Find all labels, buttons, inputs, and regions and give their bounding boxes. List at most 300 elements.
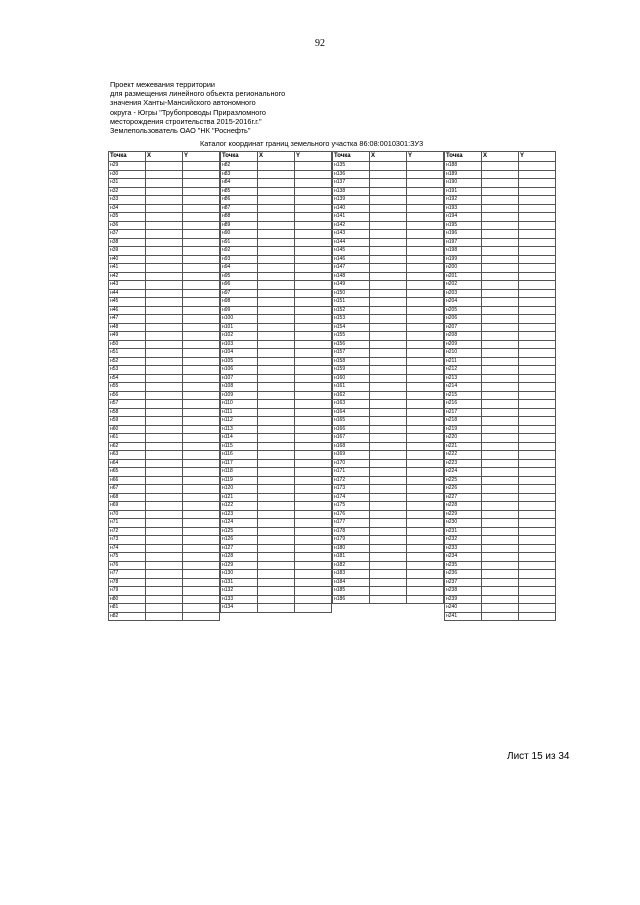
x-coordinate (146, 459, 183, 468)
table-row (109, 400, 220, 409)
y-coordinate (519, 366, 556, 375)
x-coordinate (482, 408, 519, 417)
x-coordinate (482, 238, 519, 247)
table-row (221, 434, 332, 443)
y-coordinate (295, 510, 332, 519)
x-coordinate (258, 519, 295, 528)
table-row (333, 323, 444, 332)
y-coordinate (407, 442, 444, 451)
point-label: н134 (221, 604, 258, 613)
y-coordinate (519, 213, 556, 222)
x-coordinate (258, 204, 295, 213)
x-coordinate (482, 357, 519, 366)
table-row (221, 170, 332, 179)
point-label: н40 (109, 255, 146, 264)
y-coordinate (295, 315, 332, 324)
y-coordinate (519, 187, 556, 196)
x-coordinate (482, 595, 519, 604)
table-row (445, 315, 556, 324)
point-label: н180 (333, 544, 370, 553)
x-coordinate (370, 204, 407, 213)
point-label: н44 (109, 289, 146, 298)
table-row (445, 221, 556, 230)
point-label: н183 (333, 570, 370, 579)
table-row (109, 485, 220, 494)
x-coordinate (146, 170, 183, 179)
y-coordinate (183, 612, 220, 621)
column-header-x: X (482, 152, 519, 162)
point-label: н178 (333, 527, 370, 536)
table-row (221, 544, 332, 553)
y-coordinate (407, 196, 444, 205)
table-row (109, 510, 220, 519)
y-coordinate (519, 519, 556, 528)
column-header-point: Точка (109, 152, 146, 162)
x-coordinate (146, 374, 183, 383)
table-row (109, 264, 220, 273)
table-row (445, 476, 556, 485)
x-coordinate (370, 332, 407, 341)
point-label: н100 (221, 315, 258, 324)
x-coordinate (482, 230, 519, 239)
y-coordinate (519, 298, 556, 307)
table-row (333, 595, 444, 604)
table-row (445, 306, 556, 315)
point-label: н208 (445, 332, 482, 341)
point-label: н133 (221, 595, 258, 604)
y-coordinate (295, 595, 332, 604)
point-label: н86 (221, 196, 258, 205)
point-label: н241 (445, 612, 482, 621)
x-coordinate (370, 519, 407, 528)
point-label: н191 (445, 187, 482, 196)
table-row (109, 570, 220, 579)
point-label: н99 (221, 306, 258, 315)
x-coordinate (370, 485, 407, 494)
table-row (333, 468, 444, 477)
x-coordinate (258, 451, 295, 460)
y-coordinate (295, 323, 332, 332)
point-label: н205 (445, 306, 482, 315)
y-coordinate (295, 493, 332, 502)
y-coordinate (407, 510, 444, 519)
x-coordinate (146, 264, 183, 273)
table-row (333, 502, 444, 511)
table-row (109, 544, 220, 553)
table-row (445, 187, 556, 196)
x-coordinate (258, 374, 295, 383)
point-label: н37 (109, 230, 146, 239)
x-coordinate (146, 306, 183, 315)
x-coordinate (146, 357, 183, 366)
x-coordinate (146, 238, 183, 247)
table-row (445, 536, 556, 545)
point-label: н172 (333, 476, 370, 485)
column-header-point: Точка (333, 152, 370, 162)
x-coordinate (258, 383, 295, 392)
table-row (221, 468, 332, 477)
x-coordinate (146, 247, 183, 256)
y-coordinate (295, 553, 332, 562)
table-row (445, 493, 556, 502)
table-row (221, 400, 332, 409)
x-coordinate (258, 425, 295, 434)
y-coordinate (519, 451, 556, 460)
y-coordinate (407, 247, 444, 256)
point-label: н50 (109, 340, 146, 349)
y-coordinate (183, 502, 220, 511)
y-coordinate (519, 468, 556, 477)
point-label: н189 (445, 170, 482, 179)
y-coordinate (519, 442, 556, 451)
x-coordinate (482, 442, 519, 451)
table-row (445, 255, 556, 264)
y-coordinate (407, 357, 444, 366)
x-coordinate (482, 264, 519, 273)
table-row (109, 281, 220, 290)
y-coordinate (295, 425, 332, 434)
y-coordinate (519, 459, 556, 468)
x-coordinate (146, 468, 183, 477)
x-coordinate (146, 187, 183, 196)
point-label: н42 (109, 272, 146, 281)
point-label: н76 (109, 561, 146, 570)
table-row (333, 391, 444, 400)
table-row (221, 408, 332, 417)
table-row (109, 459, 220, 468)
table-row (333, 476, 444, 485)
point-label: н128 (221, 553, 258, 562)
table-row (445, 247, 556, 256)
y-coordinate (519, 570, 556, 579)
x-coordinate (146, 434, 183, 443)
x-coordinate (146, 553, 183, 562)
y-coordinate (519, 306, 556, 315)
table-row (445, 340, 556, 349)
table-row (221, 230, 332, 239)
table-row (221, 519, 332, 528)
y-coordinate (183, 553, 220, 562)
x-coordinate (146, 332, 183, 341)
table-row (445, 196, 556, 205)
x-coordinate (258, 340, 295, 349)
point-label: н163 (333, 400, 370, 409)
table-row (445, 272, 556, 281)
point-label: н98 (221, 298, 258, 307)
x-coordinate (370, 400, 407, 409)
y-coordinate (407, 553, 444, 562)
x-coordinate (258, 442, 295, 451)
y-coordinate (519, 179, 556, 188)
point-label: н192 (445, 196, 482, 205)
x-coordinate (370, 527, 407, 536)
table-row (333, 527, 444, 536)
table-row (221, 196, 332, 205)
y-coordinate (183, 238, 220, 247)
point-label: н138 (333, 187, 370, 196)
table-row (333, 578, 444, 587)
point-label: н60 (109, 425, 146, 434)
x-coordinate (370, 374, 407, 383)
table-row (333, 493, 444, 502)
x-coordinate (146, 281, 183, 290)
coordinate-table (108, 151, 220, 621)
x-coordinate (482, 289, 519, 298)
y-coordinate (519, 374, 556, 383)
x-coordinate (146, 255, 183, 264)
point-label: н193 (445, 204, 482, 213)
table-row (221, 425, 332, 434)
point-label: н204 (445, 298, 482, 307)
point-label: н52 (109, 357, 146, 366)
table-row (221, 510, 332, 519)
x-coordinate (146, 162, 183, 171)
table-row (109, 468, 220, 477)
point-label: н222 (445, 451, 482, 460)
table-row (333, 255, 444, 264)
table-row (333, 247, 444, 256)
y-coordinate (519, 289, 556, 298)
table-row (221, 366, 332, 375)
table-row (445, 553, 556, 562)
y-coordinate (295, 196, 332, 205)
header-line: округа - Югры "Трубопроводы Приразломного (110, 107, 266, 117)
x-coordinate (258, 315, 295, 324)
y-coordinate (519, 536, 556, 545)
table-row (445, 264, 556, 273)
y-coordinate (407, 179, 444, 188)
x-coordinate (146, 604, 183, 613)
x-coordinate (482, 578, 519, 587)
y-coordinate (407, 493, 444, 502)
y-coordinate (519, 323, 556, 332)
point-label: н41 (109, 264, 146, 273)
point-label: н110 (221, 400, 258, 409)
point-label: н58 (109, 408, 146, 417)
table-row (333, 570, 444, 579)
point-label: н239 (445, 595, 482, 604)
table-row (333, 510, 444, 519)
y-coordinate (407, 213, 444, 222)
y-coordinate (295, 527, 332, 536)
point-label: н78 (109, 578, 146, 587)
point-label: н209 (445, 340, 482, 349)
y-coordinate (183, 366, 220, 375)
x-coordinate (370, 383, 407, 392)
x-coordinate (146, 536, 183, 545)
table-row (109, 247, 220, 256)
point-label: н53 (109, 366, 146, 375)
point-label: н145 (333, 247, 370, 256)
point-label: н188 (445, 162, 482, 171)
table-row (109, 349, 220, 358)
point-label: н213 (445, 374, 482, 383)
x-coordinate (370, 417, 407, 426)
x-coordinate (370, 264, 407, 273)
table-row (221, 357, 332, 366)
point-label: н232 (445, 536, 482, 545)
point-label: н223 (445, 459, 482, 468)
table-row (109, 536, 220, 545)
y-coordinate (407, 400, 444, 409)
y-coordinate (183, 595, 220, 604)
x-coordinate (146, 289, 183, 298)
point-label: н155 (333, 332, 370, 341)
x-coordinate (146, 196, 183, 205)
table-row (445, 349, 556, 358)
table-row (221, 578, 332, 587)
point-label: н103 (221, 340, 258, 349)
table-row (445, 374, 556, 383)
table-row (333, 459, 444, 468)
y-coordinate (183, 230, 220, 239)
y-coordinate (519, 612, 556, 621)
header-line: Землепользователь ОАО "НК "Роснефть" (110, 126, 251, 136)
table-row (109, 196, 220, 205)
point-label: н90 (221, 230, 258, 239)
y-coordinate (183, 340, 220, 349)
x-coordinate (258, 502, 295, 511)
x-coordinate (258, 187, 295, 196)
table-row (333, 179, 444, 188)
y-coordinate (407, 230, 444, 239)
x-coordinate (370, 451, 407, 460)
point-label: н67 (109, 485, 146, 494)
x-coordinate (258, 536, 295, 545)
x-coordinate (370, 281, 407, 290)
point-label: н127 (221, 544, 258, 553)
point-label: н137 (333, 179, 370, 188)
table-row (221, 527, 332, 536)
point-label: н200 (445, 264, 482, 273)
y-coordinate (295, 349, 332, 358)
y-coordinate (519, 340, 556, 349)
x-coordinate (258, 366, 295, 375)
point-label: н94 (221, 264, 258, 273)
x-coordinate (258, 553, 295, 562)
table-row (221, 561, 332, 570)
point-label: н184 (333, 578, 370, 587)
y-coordinate (183, 187, 220, 196)
y-coordinate (407, 459, 444, 468)
table-row (333, 587, 444, 596)
y-coordinate (519, 349, 556, 358)
point-label: н68 (109, 493, 146, 502)
x-coordinate (146, 544, 183, 553)
x-coordinate (370, 553, 407, 562)
y-coordinate (183, 170, 220, 179)
point-label: н179 (333, 536, 370, 545)
x-coordinate (370, 196, 407, 205)
point-label: н113 (221, 425, 258, 434)
y-coordinate (183, 213, 220, 222)
point-label: н158 (333, 357, 370, 366)
x-coordinate (482, 170, 519, 179)
y-coordinate (295, 561, 332, 570)
point-label: н121 (221, 493, 258, 502)
table-row (109, 323, 220, 332)
y-coordinate (295, 459, 332, 468)
point-label: н105 (221, 357, 258, 366)
y-coordinate (183, 400, 220, 409)
x-coordinate (258, 247, 295, 256)
y-coordinate (407, 383, 444, 392)
x-coordinate (370, 578, 407, 587)
table-row (333, 204, 444, 213)
x-coordinate (482, 510, 519, 519)
table-row (109, 340, 220, 349)
x-coordinate (482, 434, 519, 443)
point-label: н126 (221, 536, 258, 545)
y-coordinate (183, 425, 220, 434)
x-coordinate (146, 400, 183, 409)
y-coordinate (407, 323, 444, 332)
y-coordinate (407, 578, 444, 587)
table-row (445, 578, 556, 587)
y-coordinate (407, 391, 444, 400)
x-coordinate (370, 247, 407, 256)
table-row (109, 451, 220, 460)
y-coordinate (183, 527, 220, 536)
point-label: н171 (333, 468, 370, 477)
y-coordinate (183, 468, 220, 477)
y-coordinate (183, 357, 220, 366)
y-coordinate (295, 213, 332, 222)
y-coordinate (519, 476, 556, 485)
y-coordinate (183, 298, 220, 307)
y-coordinate (183, 221, 220, 230)
point-label: н234 (445, 553, 482, 562)
point-label: н118 (221, 468, 258, 477)
point-label: н157 (333, 349, 370, 358)
y-coordinate (407, 187, 444, 196)
point-label: н159 (333, 366, 370, 375)
y-coordinate (183, 578, 220, 587)
x-coordinate (482, 298, 519, 307)
x-coordinate (482, 561, 519, 570)
table-row (333, 425, 444, 434)
y-coordinate (183, 204, 220, 213)
point-label: н71 (109, 519, 146, 528)
table-row (333, 408, 444, 417)
point-label: н194 (445, 213, 482, 222)
y-coordinate (519, 170, 556, 179)
x-coordinate (482, 570, 519, 579)
y-coordinate (183, 434, 220, 443)
column-header-y: Y (519, 152, 556, 162)
y-coordinate (519, 255, 556, 264)
y-coordinate (295, 340, 332, 349)
point-label: н111 (221, 408, 258, 417)
x-coordinate (370, 570, 407, 579)
y-coordinate (183, 383, 220, 392)
y-coordinate (407, 485, 444, 494)
table-row (109, 272, 220, 281)
table-row (445, 451, 556, 460)
table-row (221, 298, 332, 307)
x-coordinate (146, 578, 183, 587)
x-coordinate (482, 553, 519, 562)
x-coordinate (370, 459, 407, 468)
x-coordinate (370, 425, 407, 434)
table-header-row (445, 152, 556, 162)
point-label: н161 (333, 383, 370, 392)
table-row (221, 255, 332, 264)
coordinate-table (332, 151, 444, 604)
table-row (221, 247, 332, 256)
table-row (221, 536, 332, 545)
catalog-title: Каталог координат границ земельного участка 86:08:0010301:ЗУ3 (200, 139, 424, 148)
